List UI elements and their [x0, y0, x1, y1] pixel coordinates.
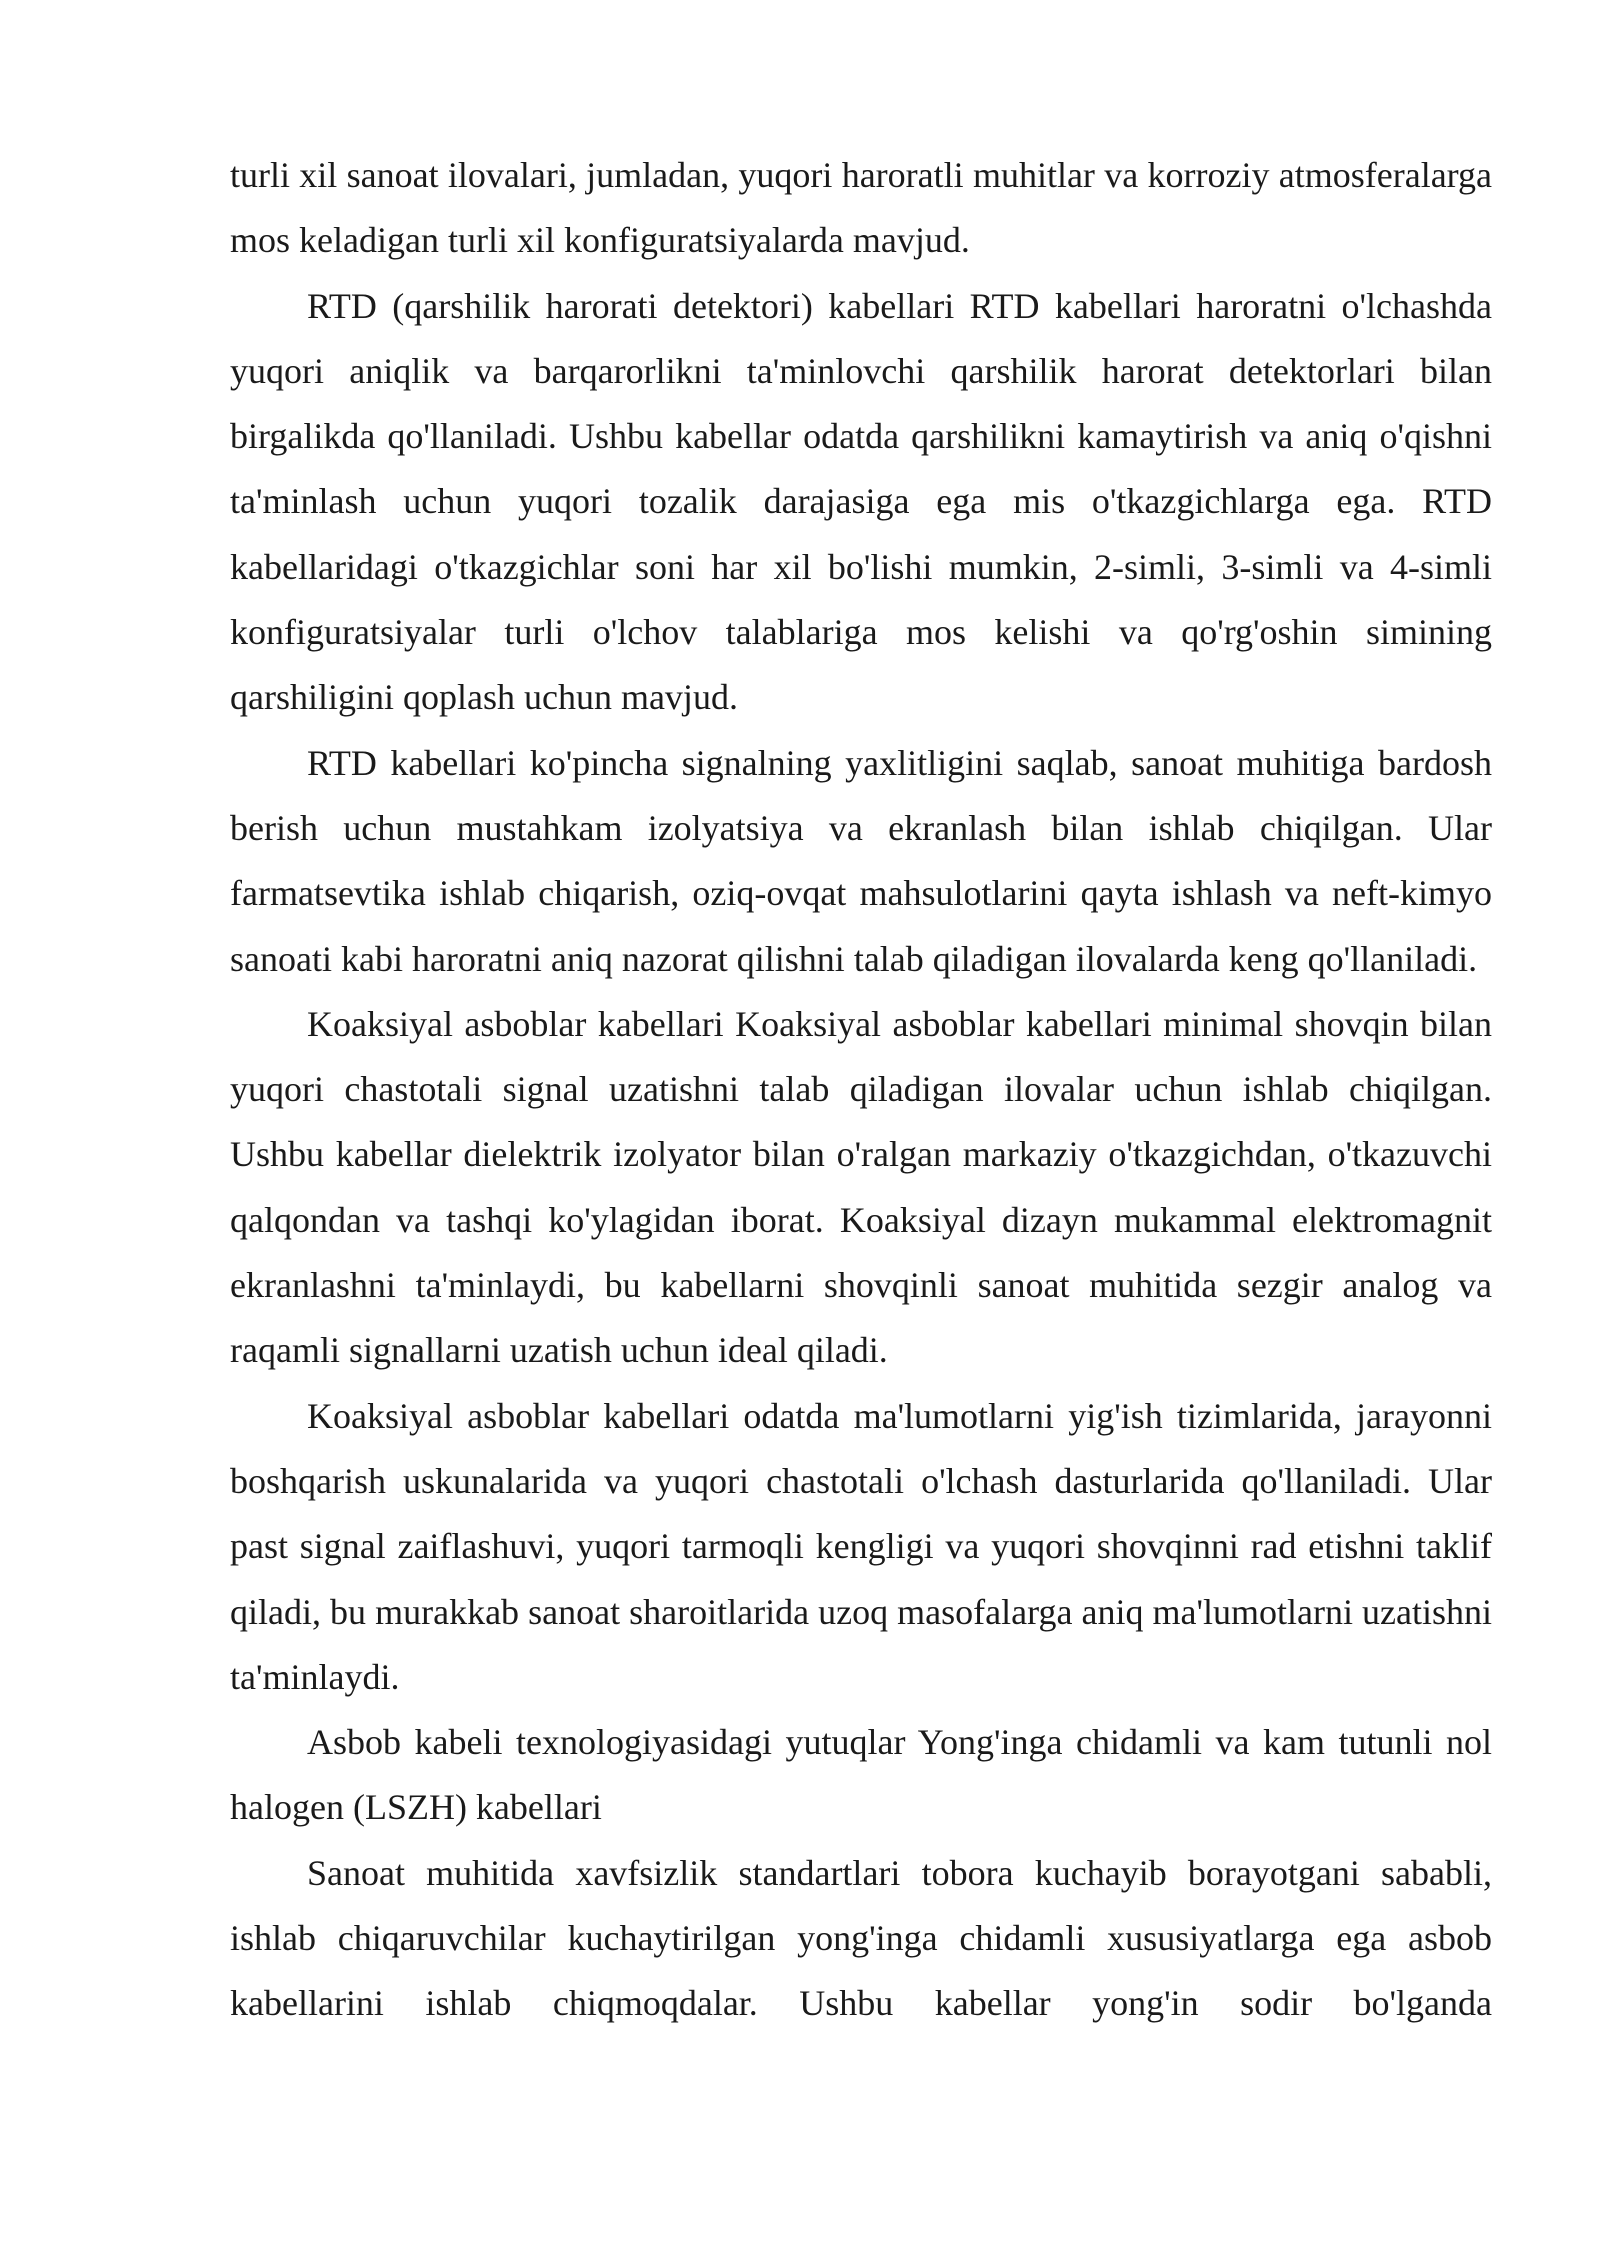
paragraph-coaxial-applications: Koaksiyal asboblar kabellari odatda ma'lumotlarni yig'ish tizimlarida, jarayonni boshqarish uskunalarida va yuqori chastotali o'lchash dasturlarida qo'llaniladi. Ular past signal zaiflashuvi, yuqori tarmoqli kengligi va yuqori shovqinni rad etishni taklif qiladi, bu murakkab sanoat sharoitlarida uzoq masofalarga aniq ma'lumotlarni uzatishni ta'minlaydi.: [230, 1395, 1492, 1697]
paragraph-rtd-insulation: RTD kabellari ko'pincha signalning yaxlitligini saqlab, sanoat muhitiga bardosh berish uchun mustahkam izolyatsiya va ekranlash bilan ishlab chiqilgan. Ular farmatsevtika ishlab chiqarish, oziq-ovqat mahsulotlarini qayta ishlash va neft-kimyo sanoati kabi haroratni aniq nazorat qilishni talab qiladigan ilovalarda keng qo'llaniladi.: [230, 742, 1492, 979]
document-body: [230, 143, 1492, 2037]
paragraph-safety-standards: Sanoat muhitida xavfsizlik standartlari tobora kuchayib borayotgani sababli, ishlab chiqaruvchilar kuchaytirilgan yong'inga chidamli xususiyatlarga ega asbob kabellarini ishlab chiqmoqdalar. Ushbu kabellar yong'in sodir bo'lganda: [230, 1852, 1492, 2024]
paragraph-lszh-heading: Asbob kabeli texnologiyasidagi yutuqlar Yong'inga chidamli va kam tutunli nol halogen (LSZH) kabellari: [230, 1722, 1492, 1828]
paragraph-rtd-cables: RTD (qarshilik harorati detektori) kabellari RTD kabellari haroratni o'lchashda yuqori aniqlik va barqarorlikni ta'minlovchi qarshilik harorat detektorlari bilan birgalikda qo'llaniladi. Ushbu kabellar odatda qarshilikni kamaytirish va aniq o'qishni ta'minlash uchun yuqori tozalik darajasiga ega mis o'tkazgichlarga ega. RTD kabellaridagi o'tkazgichlar soni har xil bo'lishi mumkin, 2-simli, 3-simli va 4-simli konfiguratsiyalar turli o'lchov talablariga mos kelishi va qo'rg'oshin simining qarshiligini qoplash uchun mavjud.: [230, 285, 1492, 718]
paragraph-continuation: turli xil sanoat ilovalari, jumladan, yuqori haroratli muhitlar va korroziy atmosferalarga mos keladigan turli xil konfiguratsiyalarda mavjud.: [230, 155, 1492, 261]
paragraph-coaxial-cables: Koaksiyal asboblar kabellari Koaksiyal asboblar kabellari minimal shovqin bilan yuqori chastotali signal uzatishni talab qiladigan ilovalar uchun ishlab chiqilgan. Ushbu kabellar dielektrik izolyator bilan o'ralgan markaziy o'tkazgichdan, o'tkazuvchi qalqondan va tashqi ko'ylagidan iborat. Koaksiyal dizayn mukammal elektromagnit ekranlashni ta'minlaydi, bu kabellarni shovqinli sanoat muhitida sezgir analog va raqamli signallarni uzatish uchun ideal qiladi.: [230, 1003, 1492, 1371]
